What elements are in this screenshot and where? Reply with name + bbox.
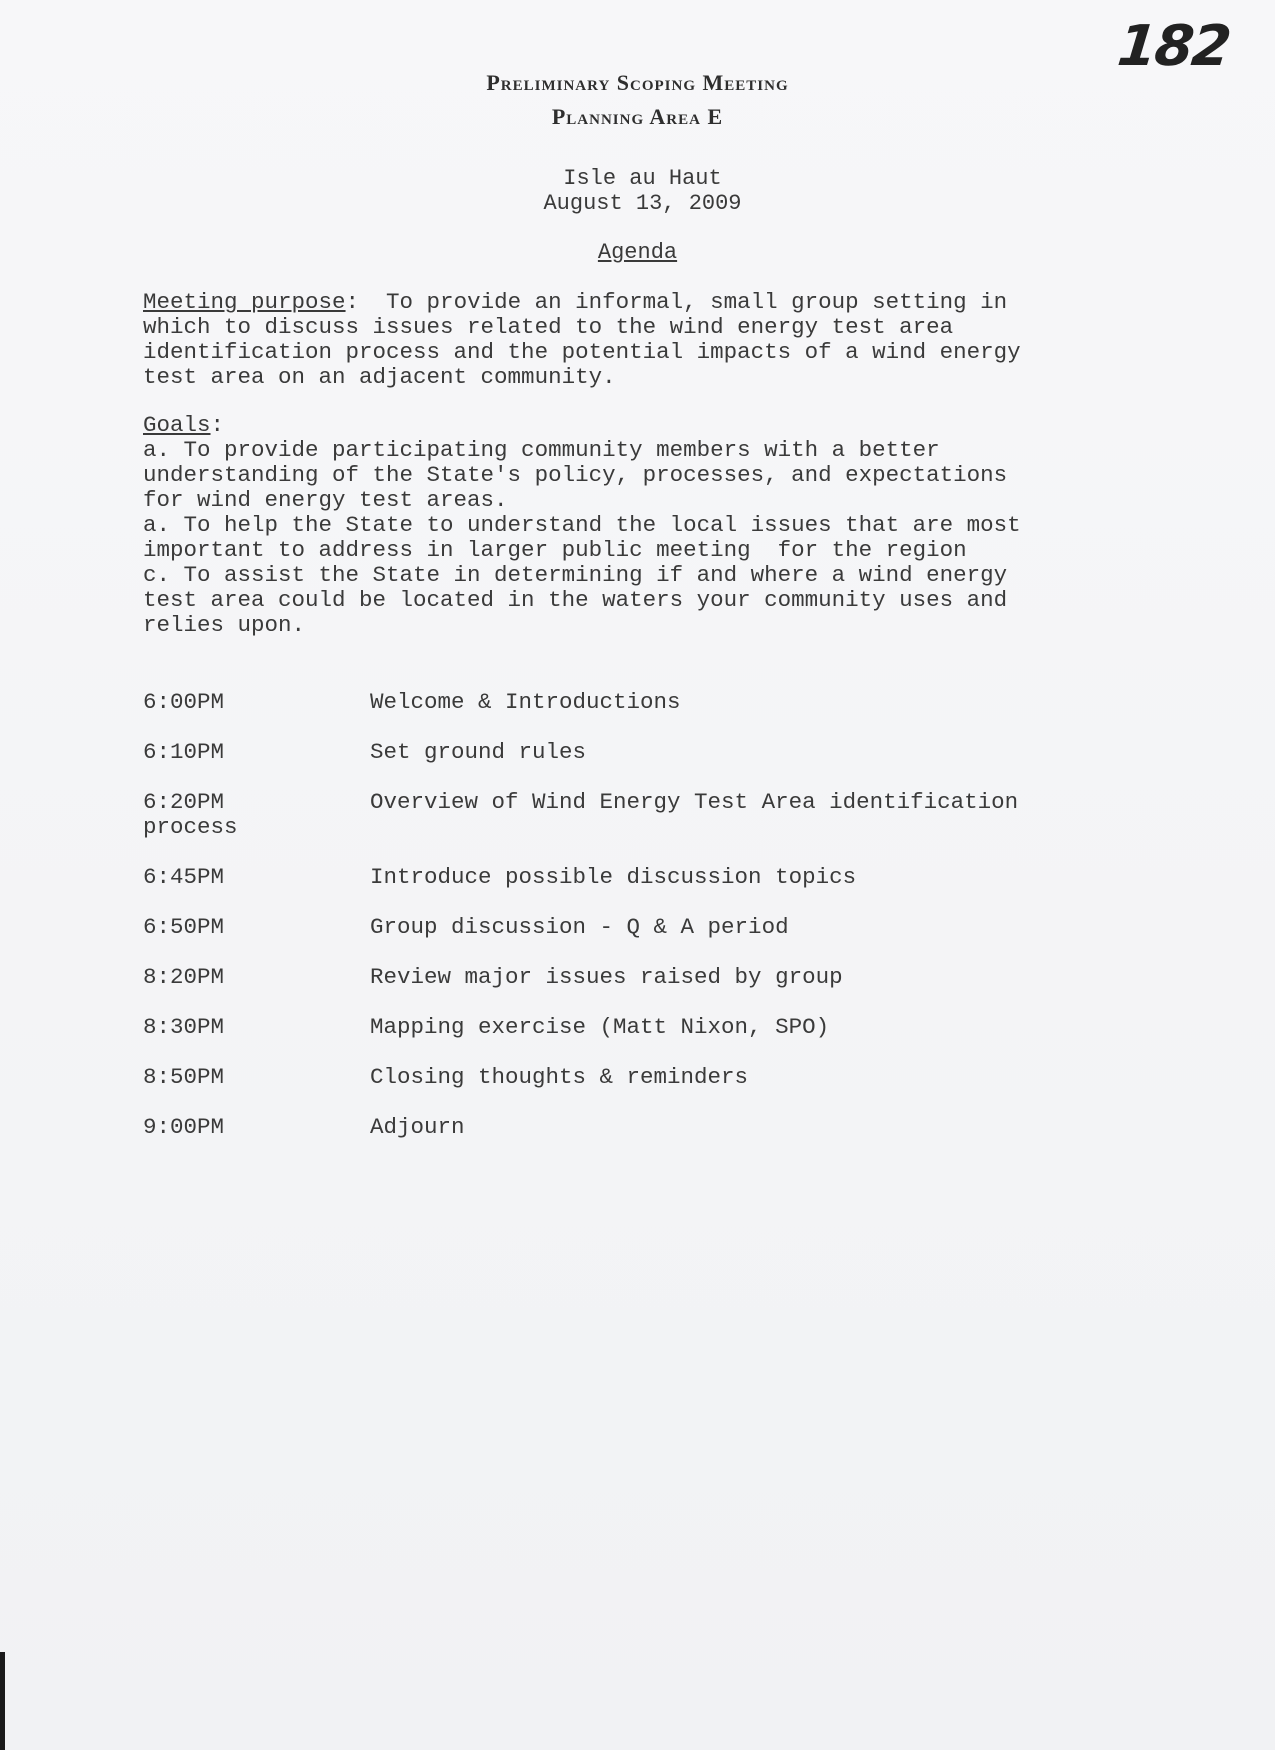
schedule-row <box>143 965 1133 993</box>
agenda-heading: Agenda <box>597 240 678 265</box>
meeting-location: Isle au Haut <box>563 166 722 191</box>
goals-label: Goals <box>143 412 211 438</box>
document-title: Preliminary Scoping Meeting <box>486 70 789 95</box>
schedule-row <box>143 690 1133 718</box>
schedule-item: Group discussion - Q & A period <box>370 914 789 940</box>
goals-text: : a. To provide participating community members with a better understanding of the State's policy, processes, and expectations for wind energy test areas. a. To help the State to understand the local issues that are most important to address in larger public meeting for the region c. To assist the State in determining if and where a wind energy test area could be located in the waters your community uses and relies upon. <box>143 412 1021 638</box>
schedule-item: Adjourn <box>370 1114 465 1140</box>
schedule-row <box>143 865 1133 893</box>
schedule-item: Overview of Wind Energy Test Area identification <box>370 789 1019 815</box>
meeting-purpose-label: Meeting purpose <box>143 289 346 315</box>
schedule-row <box>143 1115 1133 1143</box>
document-subtitle: Planning Area E <box>551 104 724 129</box>
goals-paragraph <box>143 413 1133 638</box>
schedule-item: Welcome & Introductions <box>370 689 681 715</box>
schedule-time: 6:20PM <box>143 789 225 815</box>
meeting-date: August 13, 2009 <box>543 191 742 216</box>
schedule-time: 8:20PM <box>143 964 225 990</box>
scan-edge-shadow <box>0 1652 5 1750</box>
schedule-time: 8:50PM <box>143 1064 225 1090</box>
schedule-row <box>143 915 1133 943</box>
schedule-time: 6:45PM <box>143 864 225 890</box>
schedule-time: 9:00PM <box>143 1114 225 1140</box>
meeting-purpose-paragraph <box>143 290 1133 390</box>
schedule-item: Introduce possible discussion topics <box>370 864 857 890</box>
schedule-item: Set ground rules <box>370 739 587 765</box>
schedule-item-continuation: process <box>143 814 238 840</box>
schedule-time: 8:30PM <box>143 1014 225 1040</box>
schedule-time: 6:00PM <box>143 689 225 715</box>
schedule-time: 6:10PM <box>143 739 225 765</box>
schedule-row <box>143 740 1133 768</box>
schedule-row <box>143 790 1133 843</box>
handwritten-page-number: 182 <box>1114 14 1233 79</box>
schedule-item: Mapping exercise (Matt Nixon, SPO) <box>370 1014 830 1040</box>
schedule-item: Closing thoughts & reminders <box>370 1064 749 1090</box>
meeting-purpose-text: : To provide an informal, small group setting in which to discuss issues related to the wind energy test area identification process and the potential impacts of a wind energy test area on an adjacent community. <box>143 289 1021 390</box>
schedule-time: 6:50PM <box>143 914 225 940</box>
schedule-item: Review major issues raised by group <box>370 964 843 990</box>
schedule-row <box>143 1015 1133 1043</box>
schedule-row <box>143 1065 1133 1093</box>
